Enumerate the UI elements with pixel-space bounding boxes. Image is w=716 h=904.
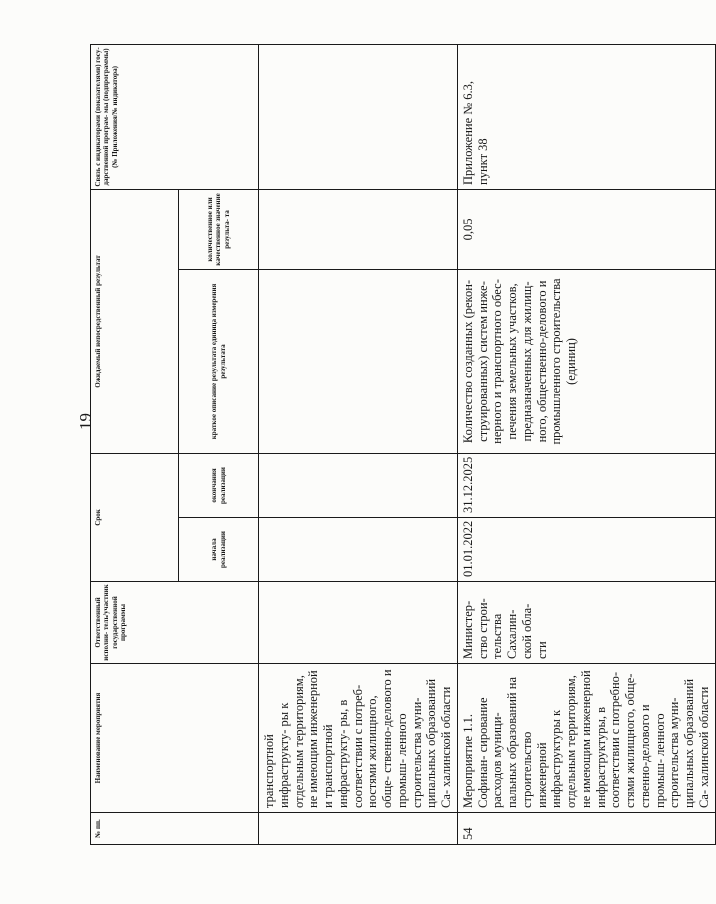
- cell-value: 0,05: [457, 189, 715, 269]
- activities-table: [90, 44, 716, 845]
- table-row: [457, 44, 715, 844]
- cell-end: 31.12.2025: [457, 453, 715, 517]
- page-number: 19: [76, 413, 95, 430]
- cell-value: [259, 189, 458, 269]
- cell-name: транспортной инфраструкту- ры к отдельным территориям, не имеющим инженерной и транспортной инфраструкту- ры, в соответствии с потреб- ностями жилищного, обще- ственно-делового и промыш- ленного строительства муни- ципальных образований Са- халинской области: [259, 664, 458, 813]
- header-result: Ожидаемый непосредственный результат: [91, 189, 179, 453]
- header-num: № пп.: [91, 813, 259, 845]
- header-term: Срок: [91, 453, 179, 581]
- table-row: [259, 44, 458, 844]
- header-name: Наименование мероприятия: [91, 664, 259, 813]
- cell-responsible: [259, 582, 458, 664]
- header-term-start: начала реализации: [179, 518, 259, 582]
- header-responsible: Ответственный исполни- тель/участник государственной программы: [91, 582, 259, 664]
- cell-responsible: Министер- ство строи- тельства Сахалин- ской обла- сти: [457, 582, 715, 664]
- cell-link: Приложение № 6.3, пункт 38: [457, 44, 715, 189]
- cell-start: [259, 518, 458, 582]
- cell-end: [259, 453, 458, 517]
- header-link: Связь с индикаторами (показателями) госу- дарственной програм- мы (подпрограммы) (№ Приложения/№ индикатора): [91, 44, 259, 189]
- activities-table-container: [90, 45, 711, 845]
- cell-start: 01.01.2022: [457, 518, 715, 582]
- cell-num: 54: [457, 813, 715, 845]
- cell-name: Мероприятие 1.1. Софинан- сирование расходов муници- пальных образований на строительство инженерной инфраструктуры к отдельным территориям, не имеющим инженерной инфраструктуры, в соответствии с потребно- стями жилищного, обще- ственно-делового и промыш- ленного строительства муни- ципальных образований Са- халинской области: [457, 664, 715, 813]
- header-term-end: окончания реализации: [179, 453, 259, 517]
- header-result-value: количественное или качественное значение результа- та: [179, 189, 259, 269]
- cell-num: [259, 813, 458, 845]
- cell-desc: [259, 269, 458, 453]
- cell-link: [259, 44, 458, 189]
- cell-desc: Количество созданных (рекон- струированных) систем инже- нерного и транспортного обес- печения земельных участков, предназначенных для жилищ- ного, общественно-делового и промышленного строительства (единиц): [457, 269, 715, 453]
- header-result-desc: краткое описание результата единица измерения результата: [179, 269, 259, 453]
